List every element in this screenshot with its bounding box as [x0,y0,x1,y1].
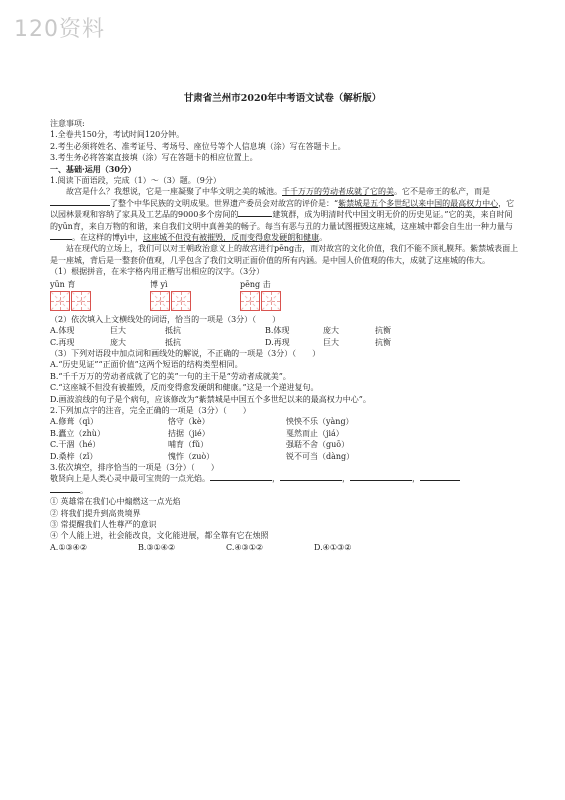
wavy-sentence: 紫禁城是五个多世纪以来中国的最高权力中心 [338,198,499,208]
passage-paragraph-2: 站在现代的立场上，我们可以对王朝政治意义上的故宫进行pēng击，而对故宫的文化价值，我们不能不顶礼膜拜。紫禁城表面上是一座城，背后是一整套价值观，几乎包含了我们文明正面价值的所有内涵。是中国人价值观的伟大，成就了这座城的伟大。 [50,244,519,265]
list-item: ④ 个人能上进，社会能改良，文化能进展，都全靠有它在烛照 [50,531,269,541]
notice-item: 2.考生必须将姓名、准考证号、考场号、座位号等个人信息填（涂）写在答题卡上。 [50,141,346,151]
list-item: ② 将我们提升到高贵境界 [50,508,141,518]
list-item: ③ 常提醒我们人性尊严的意识 [50,520,157,529]
page-title: 甘肃省兰州市2020年中考语文试卷（解析版） [183,93,382,104]
option-text: A.“历史见证”“正面价值”这两个短语的结构类型相同。 [50,360,243,370]
option-row: B.蠹立（zhù） 拮据（jié） 戛然而止（jiá） [50,428,344,438]
exam-content [50,118,520,553]
question-3-sentence: 敬贤向上是人类心灵中最可宝贵的一点光焰。 ， ， ， [50,473,520,484]
pinyin-label: 博 yì [150,279,168,289]
option-row: A.体现 巨大 抵抗 B.体现 庞大 抗衡 [50,326,391,336]
notice-item: 3.考生务必将答案直接填（涂）写在答题卡的相应位置上。 [50,153,258,163]
watermark: 120资料 [14,17,105,42]
question-3-stem: 3.依次填空，排序恰当的一项是（3分）（ ） [50,462,219,472]
underlined-sentence: 这座城不但没有被摧毁，反而变得愈发硬朗和健康 [143,233,320,243]
question-2-stem: 2.下列加点字的注音，完全正确的一项是（3分）（ ） [50,405,251,415]
question-1-2-stem: （2）依次填入上文横线处的词语，恰当的一项是（3分）（ ） [50,314,281,324]
notice-item: 1.全卷共150分，考试时间120分钟。 [50,130,185,140]
option-row: C.干涸（hé） 哺育（fǔ） 强聒不舍（guō） [50,440,350,450]
option-text: B.“千千万万的劳动者成就了它的美”一句的主干是“劳动者成就美”。 [50,371,291,381]
question-1-1-stem: （1）根据拼音，在米字格内用正楷写出相应的汉字。（3分） [50,267,265,277]
option-row: D.桑梓（zǐ） 愧怍（zuò） 锐不可当（dàng） [50,451,355,461]
writing-grid[interactable] [240,291,260,311]
writing-grid[interactable] [71,291,91,311]
option-row: A.①③④② B.③①④② C.④③①② D.④①③② [50,542,352,552]
list-item: ① 英雄常在我们心中煽燃这一点光焰 [50,497,181,507]
underlined-sentence: 千千万万的劳动者成就了它的美 [282,187,394,197]
writing-grid[interactable] [150,291,170,311]
option-row: C.再现 庞大 抵抗 D.再现 巨大 抗衡 [50,337,391,347]
option-text: D.画波浪线的句子是个病句，应该修改为“紫禁城是中国五个多世纪以来的最高权力中心”。 [50,394,371,404]
pinyin-grid-row [50,279,520,311]
notice-heading: 注意事项: [50,119,85,128]
writing-grid[interactable] [261,291,281,311]
question-1-3-stem: （3）下列对语段中加点词和画线处的解说，不正确的一项是（3分）（ ） [50,348,321,358]
passage-paragraph-1: 故宫是什么？我想说，它是一座凝聚了中华文明之美的城池。千千万万的劳动者成就了它的美。它不是帝王的私产，而是了整个中华民族的文明成果。世界遗产委员会对故宫的评价是：“紫禁城是五个多世纪以来中国的最高权力中心，它以园林景观和容纳了家具及工艺品的9000多个房间的 建筑群，成为明清时代中国文明无价的历史见证。”它的美，来自时间的yūn育，来自万物的和谐，来自我们文明中真善美的畅子。每当有恶与丑的力量试图摧毁这座城，这座城中都会自生出一种力量与。在这样的博yì中，这座城不但没有被摧毁，反而变得愈发硬朗和健康。 [50,187,515,243]
pinyin-label: pēng 击 [240,279,271,289]
writing-grid[interactable] [50,291,70,311]
question-1-intro: 1.阅读下面语段，完成（1）～（3）题。（9分） [50,176,221,186]
pinyin-label: yūn 育 [50,279,76,289]
section-heading: 一、基础·运用（30分） [50,163,136,174]
option-row: A.修葺（qì） 恪守（kè） 怏怏不乐（yàng） [50,417,354,427]
answer-blank-tail: 。 [50,485,520,496]
writing-grid[interactable] [171,291,191,311]
option-text: C.“这座城不但没有被摧毁，反而变得愈发硬朗和健康。”这是一个递进复句。 [50,383,319,393]
